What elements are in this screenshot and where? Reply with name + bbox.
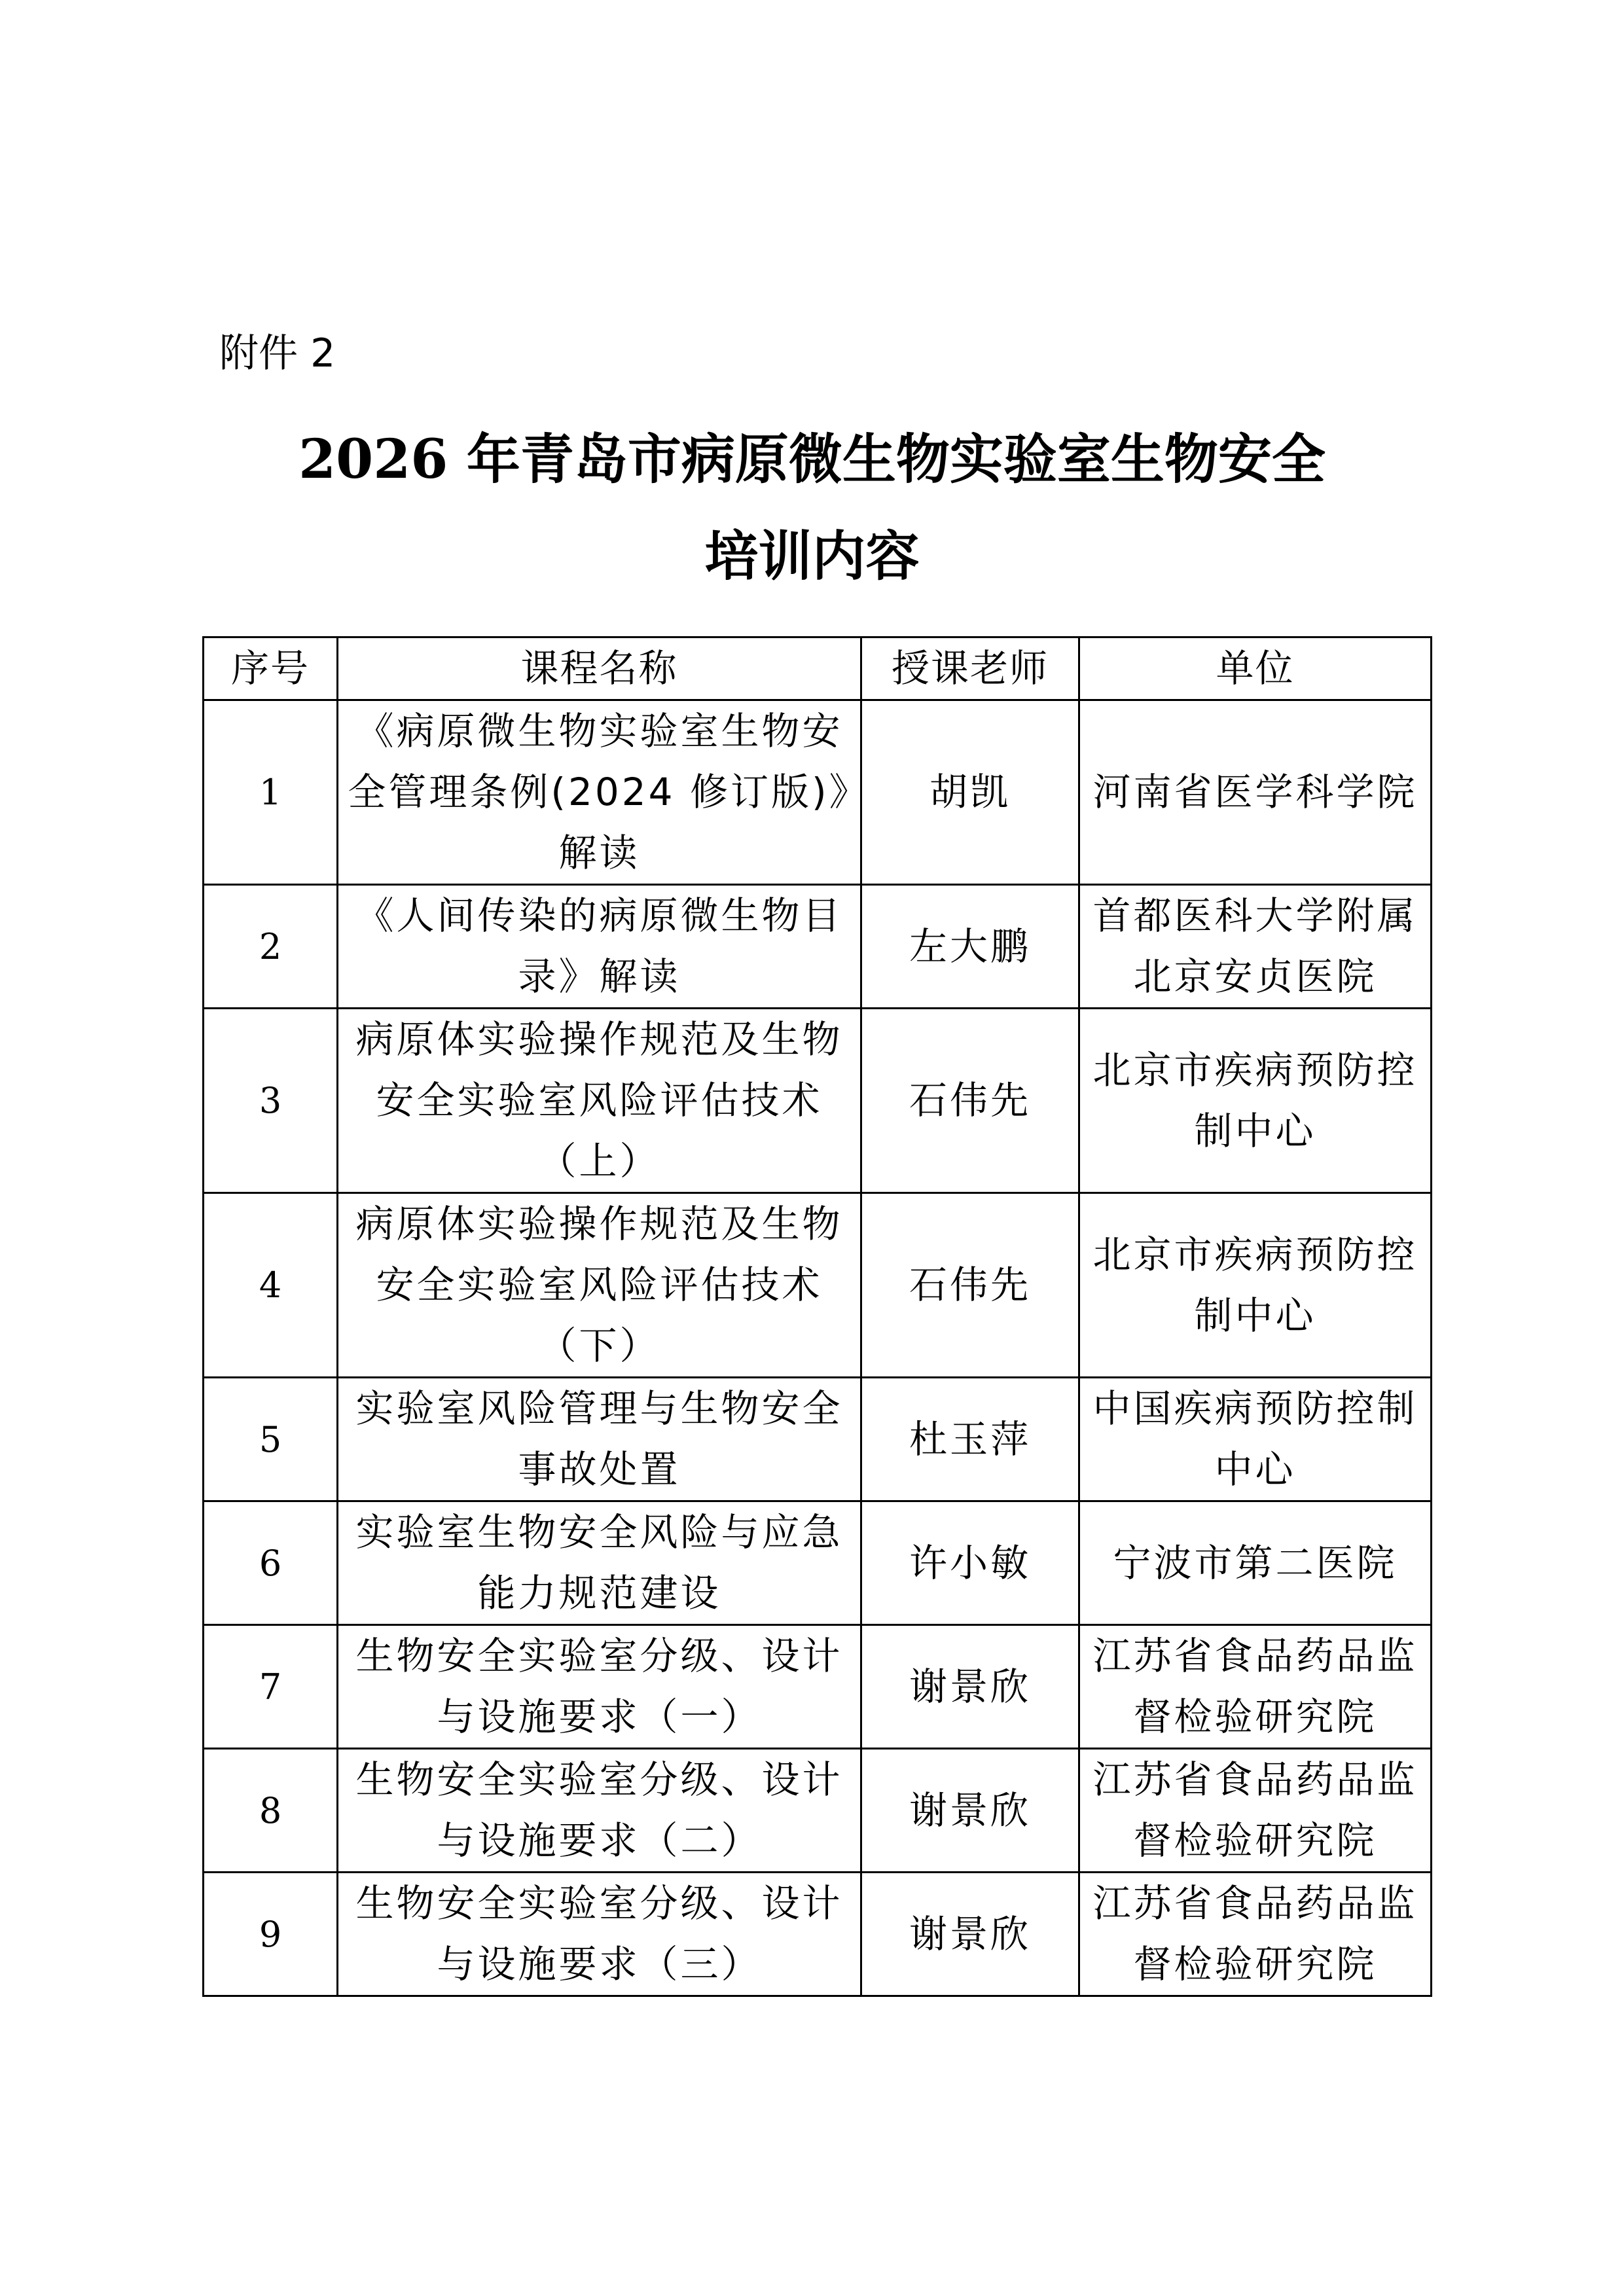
table-row <box>204 700 1432 885</box>
table-row <box>204 1193 1432 1378</box>
row-number: 3 <box>204 1009 338 1193</box>
course-name: 生物安全实验室分级、设计与设施要求（三） <box>338 1873 861 1996</box>
row-number: 1 <box>204 700 338 885</box>
table-header-row <box>204 637 1432 700</box>
header-no: 序号 <box>204 637 338 700</box>
unit-name: 北京市疾病预防控制中心 <box>1079 1009 1432 1193</box>
unit-name: 首都医科大学附属北京安贞医院 <box>1079 885 1432 1009</box>
teacher-name: 左大鹏 <box>861 885 1079 1009</box>
row-number: 7 <box>204 1625 338 1749</box>
course-name: 实验室生物安全风险与应急能力规范建设 <box>338 1501 861 1625</box>
course-name: 实验室风险管理与生物安全事故处置 <box>338 1378 861 1501</box>
table-row <box>204 1625 1432 1749</box>
table-row <box>204 885 1432 1009</box>
header-course: 课程名称 <box>338 637 861 700</box>
document-title-line-1: 2026 年青岛市病原微生物实验室生物安全 <box>298 428 1326 491</box>
training-course-table <box>202 636 1432 1997</box>
course-name: 病原体实验操作规范及生物安全实验室风险评估技术（上） <box>338 1009 861 1193</box>
unit-name: 北京市疾病预防控制中心 <box>1079 1193 1432 1378</box>
row-number: 9 <box>204 1873 338 1996</box>
unit-name: 江苏省食品药品监督检验研究院 <box>1079 1625 1432 1749</box>
teacher-name: 谢景欣 <box>861 1749 1079 1873</box>
teacher-name: 石伟先 <box>861 1009 1079 1193</box>
course-name: 《人间传染的病原微生物目录》解读 <box>338 885 861 1009</box>
table-row <box>204 1009 1432 1193</box>
teacher-name: 许小敏 <box>861 1501 1079 1625</box>
table-row <box>204 1749 1432 1873</box>
course-name: 生物安全实验室分级、设计与设施要求（一） <box>338 1625 861 1749</box>
unit-name: 河南省医学科学院 <box>1079 700 1432 885</box>
header-unit: 单位 <box>1079 637 1432 700</box>
unit-name: 江苏省食品药品监督检验研究院 <box>1079 1749 1432 1873</box>
table-row <box>204 1501 1432 1625</box>
unit-name: 中国疾病预防控制中心 <box>1079 1378 1432 1501</box>
teacher-name: 谢景欣 <box>861 1873 1079 1996</box>
table-row <box>204 1873 1432 1996</box>
teacher-name: 石伟先 <box>861 1193 1079 1378</box>
table-row <box>204 1378 1432 1501</box>
document-title-line-2: 培训内容 <box>704 525 920 588</box>
course-name: 《病原微生物实验室生物安全管理条例(2024 修订版)》解读 <box>338 700 861 885</box>
teacher-name: 杜玉萍 <box>861 1378 1079 1501</box>
unit-name: 江苏省食品药品监督检验研究院 <box>1079 1873 1432 1996</box>
unit-name: 宁波市第二医院 <box>1079 1501 1432 1625</box>
row-number: 4 <box>204 1193 338 1378</box>
course-name: 生物安全实验室分级、设计与设施要求（二） <box>338 1749 861 1873</box>
header-teacher: 授课老师 <box>861 637 1079 700</box>
row-number: 8 <box>204 1749 338 1873</box>
teacher-name: 胡凯 <box>861 700 1079 885</box>
row-number: 6 <box>204 1501 338 1625</box>
row-number: 5 <box>204 1378 338 1501</box>
row-number: 2 <box>204 885 338 1009</box>
teacher-name: 谢景欣 <box>861 1625 1079 1749</box>
attachment-label: 附件 2 <box>219 331 336 376</box>
course-name: 病原体实验操作规范及生物安全实验室风险评估技术（下） <box>338 1193 861 1378</box>
